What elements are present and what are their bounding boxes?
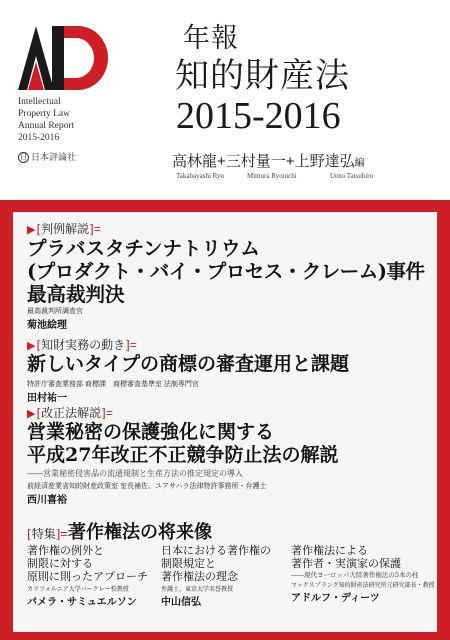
feature-heading: [特集]=著作権法の将来像 — [27, 522, 212, 543]
author-affiliation: 弁護士、東京大学名誉教授 — [161, 587, 234, 593]
english-title-line: Intellectual — [18, 97, 61, 107]
article-title-line: 著作権の例外と — [27, 544, 104, 557]
article-title-line: 著作者・実演家の保護 — [291, 557, 401, 570]
publisher-logo-icon: 日 — [20, 153, 27, 161]
section-tag: ▶[知財実務の動き]= — [27, 338, 137, 352]
editor-romaji: Takabayashi Ryu — [176, 172, 225, 180]
article-title-line: 著作権法による — [291, 544, 368, 557]
author-affiliation: カリフォルニア大学バークレー校教授 — [27, 587, 129, 593]
article-title-line: 制限に対する — [27, 557, 93, 570]
section-headline: 平成27年改正不正競争防止法の解説 — [27, 444, 339, 466]
title-year: 2015-2016 — [176, 95, 341, 137]
editor-name: 高林龍 — [172, 152, 218, 170]
article-title-line: 制限規定と — [161, 557, 216, 570]
author-name: アドルフ・ディーツ — [291, 593, 380, 604]
section-headline: 最高裁判決 — [27, 283, 125, 306]
section-hanrei — [27, 220, 424, 331]
contents-band — [0, 200, 450, 640]
author-name: パメラ・サミュエルソン — [27, 597, 137, 608]
feature-article — [27, 544, 163, 608]
english-title — [18, 96, 74, 144]
section-tag-label: 判例解説 — [41, 222, 90, 236]
english-title-line: Property Law — [18, 109, 70, 119]
section-tag-label: 知財実務の動き — [41, 338, 126, 352]
editor-romaji: Mimura Ryouichi — [247, 172, 297, 180]
editor-suffix: 編 — [354, 158, 365, 169]
article-subtitle: ――現代ヨーロッパ大陸著作権法の5本の柱 — [291, 571, 419, 579]
author-name: 西川喜裕 — [27, 495, 67, 506]
section-tag: ▶[判例解説]= — [27, 222, 101, 236]
author-name: 菊池絵理 — [27, 320, 67, 331]
feature-article — [161, 544, 297, 608]
title-line-2: 知的財産法 — [175, 56, 350, 96]
english-title-line: Annual Report — [18, 121, 75, 131]
editors — [172, 150, 365, 171]
triangle-icon: ▶ — [27, 223, 36, 236]
author-affiliation: 最高裁判所調査官 — [27, 308, 83, 315]
author-name: 中山信弘 — [161, 597, 201, 608]
section-jitsumu — [27, 336, 349, 404]
publisher — [18, 150, 76, 163]
author-affiliation: マックスプランク知的財産法研究所元研究部長・教授 — [291, 583, 435, 589]
section-tag: ▶[改正法解説]= — [27, 406, 113, 420]
editor-romaji: Ueno Tatsuhiro — [330, 172, 374, 180]
article-title-line: 原則に則ったアプローチ — [27, 570, 148, 583]
feature-article — [291, 544, 435, 604]
feature-label: [特集] — [27, 527, 61, 541]
section-headline: 営業秘密の保護強化に関する — [27, 421, 275, 443]
section-tag-label: 改正法解説 — [41, 406, 102, 420]
article-title-line: 著作権法の理念 — [161, 570, 238, 583]
section-subtitle: ――営業秘密侵害品の流通規制と生産方法の推定規定の導入 — [27, 469, 243, 478]
ad-logo-icon — [16, 20, 116, 92]
article-title-line: 日本における著作権の — [161, 544, 271, 557]
contents-panel — [13, 212, 437, 632]
section-headline: 新しいタイプの商標の審査運用と課題 — [27, 353, 350, 375]
section-headline: (プロダクト・バイ・プロセス・クレーム)事件 — [27, 260, 425, 283]
publisher-name: 日本評論社 — [31, 153, 77, 163]
editor-separator: + — [217, 153, 226, 170]
section-kaisei — [27, 404, 338, 506]
author-affiliation: 前経済産業省知的財産政策室 室長補佐、ユアサハラ法律特許事務所・弁護士 — [27, 483, 267, 490]
section-headline: プラバスタチンナトリウム — [27, 237, 260, 260]
editor-name: 三村量一 — [225, 152, 286, 170]
feature-title: 著作権法の将来像 — [67, 522, 212, 543]
triangle-icon: ▶ — [27, 407, 36, 420]
title-line-1: 年報 — [183, 23, 239, 54]
author-name: 田村祐一 — [27, 393, 67, 404]
english-title-line: 2015-2016 — [18, 133, 60, 143]
editor-name: 上野達弘 — [294, 152, 355, 170]
editor-separator: + — [285, 153, 295, 170]
triangle-icon: ▶ — [27, 339, 36, 352]
author-affiliation: 特許庁審査業務部 商標課 商標審査基準室 法制専門官 — [27, 381, 199, 388]
